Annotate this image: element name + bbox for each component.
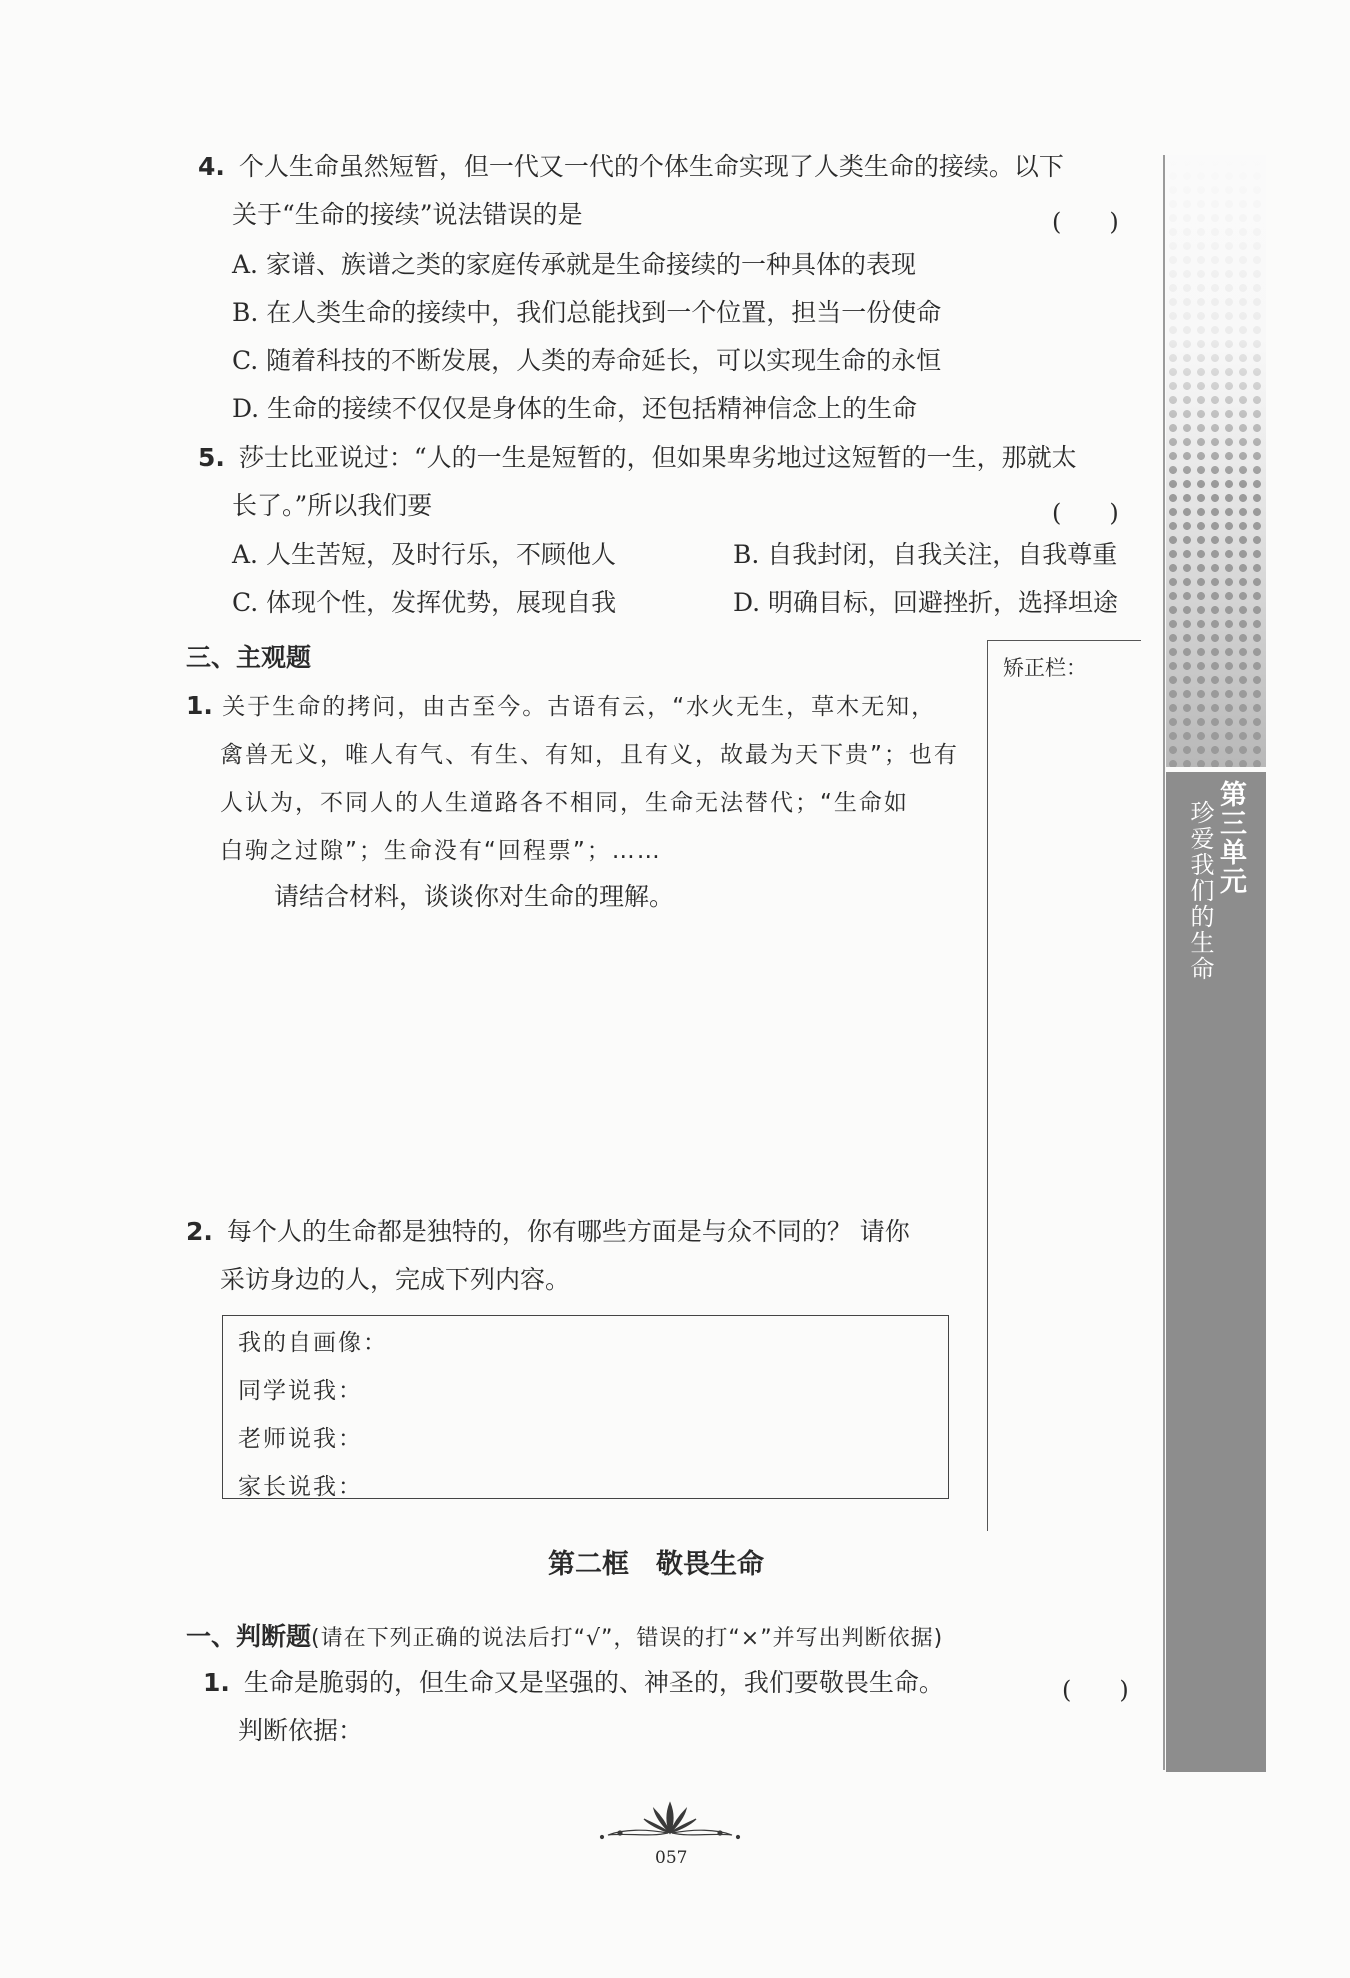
subjective-q1-text-4: 白驹之过隙”；生命没有“回程票”；…… bbox=[220, 838, 662, 864]
subjective-q1-text-1: 关于生命的拷问，由古至今。古语有云，“水火无生，草木无知， bbox=[222, 694, 937, 720]
question-4-stem-line2: 关于“生命的接续”说法错误的是 bbox=[232, 200, 583, 229]
judge-q1-basis-label: 判断依据： bbox=[238, 1716, 364, 1745]
judge-q1-number: 1. bbox=[203, 1668, 230, 1697]
question-5-line1 bbox=[198, 443, 1077, 473]
question-5-option-a[interactable]: A. 人生苦短，及时行乐，不顾他人 bbox=[232, 540, 616, 569]
subjective-q1-line1 bbox=[186, 688, 936, 721]
unit-title: 第三单元 bbox=[1215, 780, 1246, 896]
correction-column[interactable] bbox=[987, 640, 1141, 1531]
question-5-answer-paren[interactable]: ( ) bbox=[1052, 499, 1119, 527]
question-4-option-a[interactable]: A. 家谱、族谱之类的家庭传承就是生命接续的一种具体的表现 bbox=[232, 250, 916, 279]
correction-label: 矫正栏： bbox=[1003, 656, 1087, 680]
unit-subtitle: 珍爱我们的生命 bbox=[1186, 800, 1214, 982]
subjective-q1-prompt: 请结合材料，谈谈你对生命的理解。 bbox=[274, 882, 675, 911]
subjective-q1-answer-area[interactable] bbox=[220, 930, 960, 1190]
question-4-number: 4. bbox=[198, 152, 225, 181]
question-5-stem: 莎士比亚说过：“人的一生是短暂的，但如果卑劣地过这短暂的一生，那就太 bbox=[238, 443, 1077, 472]
judge-q1-line bbox=[203, 1668, 944, 1698]
section-3-title: 三、主观题 bbox=[186, 643, 312, 672]
question-5-option-c[interactable]: C. 体现个性，发挥优势，展现自我 bbox=[232, 588, 617, 617]
subjective-q2-text-1: 每个人的生命都是独特的，你有哪些方面是与众不同的？ 请你 bbox=[226, 1217, 910, 1246]
question-4-option-c[interactable]: C. 随着科技的不断发展，人类的寿命延长，可以实现生命的永恒 bbox=[232, 346, 942, 375]
judge-q1-text: 生命是脆弱的，但生命又是坚强的、神圣的，我们要敬畏生命。 bbox=[243, 1668, 944, 1697]
section-1-heading bbox=[186, 1617, 943, 1653]
question-4-stem: 个人生命虽然短暂，但一代又一代的个体生命实现了人类生命的接续。以下 bbox=[238, 152, 1064, 181]
subjective-q2-text-2: 采访身边的人，完成下列内容。 bbox=[220, 1265, 571, 1294]
side-decor-fade bbox=[1166, 155, 1266, 485]
subjective-q2-number: 2. bbox=[186, 1217, 213, 1246]
side-divider bbox=[1163, 155, 1165, 1770]
subjective-q1-text-2: 禽兽无义，唯人有气、有生、有知，且有义，故最为天下贵”；也有 bbox=[220, 742, 959, 768]
footer-ornament-icon bbox=[590, 1795, 750, 1845]
question-5-option-b[interactable]: B. 自我封闭，自我关注，自我尊重 bbox=[733, 540, 1118, 569]
question-5-option-d[interactable]: D. 明确目标，回避挫折，选择坦途 bbox=[733, 588, 1119, 617]
question-5-number: 5. bbox=[198, 443, 225, 472]
subjective-q1-text-3: 人认为，不同人的人生道路各不相同，生命无法替代；“生命如 bbox=[220, 790, 909, 816]
question-5-stem-line2: 长了。”所以我们要 bbox=[232, 491, 433, 520]
lesson-title: 第二框 敬畏生命 bbox=[548, 1549, 764, 1580]
subjective-q1-number: 1. bbox=[186, 691, 213, 720]
question-4-option-d[interactable]: D. 生命的接续不仅仅是身体的生命，还包括精神信念上的生命 bbox=[232, 394, 918, 423]
question-4-line1 bbox=[198, 152, 1064, 182]
profile-row-parents[interactable]: 家长说我： bbox=[238, 1474, 363, 1500]
profile-row-self[interactable]: 我的自画像： bbox=[238, 1330, 388, 1356]
judge-q1-basis-input[interactable] bbox=[360, 1712, 960, 1752]
page-number: 057 bbox=[655, 1848, 688, 1868]
section-1-title: 一、判断题 bbox=[186, 1622, 312, 1651]
question-4-option-b[interactable]: B. 在人类生命的接续中，我们总能找到一个位置，担当一份使命 bbox=[232, 298, 942, 327]
question-4-answer-paren[interactable]: ( ) bbox=[1052, 208, 1119, 236]
section-1-instruction: (请在下列正确的说法后打“√”，错误的打“×”并写出判断依据) bbox=[311, 1626, 944, 1651]
subjective-q2-line1 bbox=[186, 1217, 910, 1247]
profile-row-classmates[interactable]: 同学说我： bbox=[238, 1378, 363, 1404]
profile-row-teachers[interactable]: 老师说我： bbox=[238, 1426, 363, 1452]
judge-q1-answer-paren[interactable]: ( ) bbox=[1062, 1676, 1129, 1704]
